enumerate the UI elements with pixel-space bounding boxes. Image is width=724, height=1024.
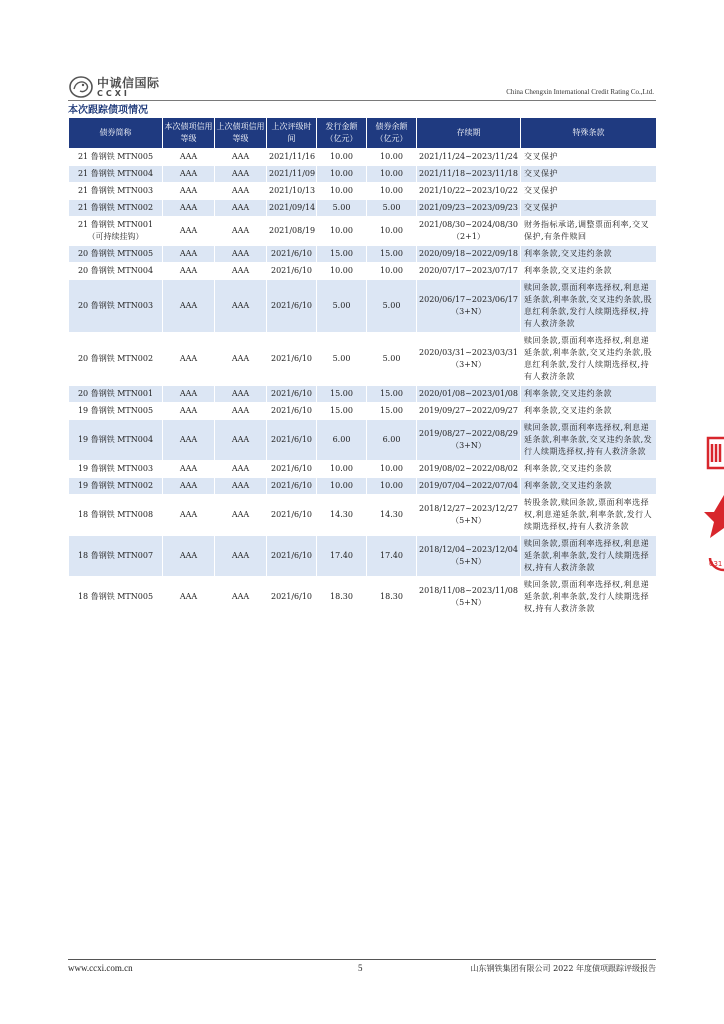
cell-special-terms: 转股条款,赎回条款,票面利率选择权,利息递延条款,利率条款,发行人续期选择权,持有人救济条款 xyxy=(521,495,657,536)
cell-term xyxy=(417,333,521,386)
bond-tracking-table xyxy=(68,117,657,618)
term-dates: 2019/07/04~2022/07/04 xyxy=(419,481,518,490)
table-row xyxy=(69,200,657,217)
cell-issue-amount: 14.30 xyxy=(317,495,367,536)
header-col-bond-name: 债券简称 xyxy=(69,118,163,149)
term-structure: （3+N） xyxy=(451,307,486,316)
cell-balance: 10.00 xyxy=(367,217,417,246)
cell-current-rating: AAA xyxy=(163,246,215,263)
cell-term xyxy=(417,263,521,280)
cell-term xyxy=(417,246,521,263)
cell-bond-name xyxy=(69,183,163,200)
term-structure: （5+N） xyxy=(451,557,486,566)
cell-special-terms: 利率条款,交叉违约条款 xyxy=(521,246,657,263)
cell-previous-rating: AAA xyxy=(215,333,267,386)
header-col-term: 存续期 xyxy=(417,118,521,149)
cell-balance: 15.00 xyxy=(367,246,417,263)
header-col-current-rating: 本次债项信用等级 xyxy=(163,118,215,149)
cell-special-terms: 交叉保护 xyxy=(521,183,657,200)
cell-previous-rating-date: 2021/6/10 xyxy=(267,461,317,478)
table-row xyxy=(69,263,657,280)
cell-current-rating: AAA xyxy=(163,166,215,183)
cell-current-rating: AAA xyxy=(163,333,215,386)
cell-previous-rating: AAA xyxy=(215,166,267,183)
cell-balance: 5.00 xyxy=(367,200,417,217)
cell-bond-name xyxy=(69,333,163,386)
cell-bond-name xyxy=(69,495,163,536)
cell-issue-amount: 10.00 xyxy=(317,149,367,166)
cell-current-rating: AAA xyxy=(163,263,215,280)
footer-website[interactable]: www.ccxi.com.cn xyxy=(68,963,133,973)
term-dates: 2020/09/18~2022/09/18 xyxy=(419,249,518,258)
header-divider xyxy=(68,100,656,101)
cell-term xyxy=(417,280,521,333)
cell-term xyxy=(417,386,521,403)
term-dates: 2019/08/27~2022/08/29 xyxy=(419,429,518,438)
table-row xyxy=(69,420,657,461)
cell-previous-rating-date: 2021/6/10 xyxy=(267,386,317,403)
header-col-special-terms: 特殊条款 xyxy=(521,118,657,149)
cell-previous-rating: AAA xyxy=(215,280,267,333)
cell-bond-name xyxy=(69,536,163,577)
cell-current-rating: AAA xyxy=(163,495,215,536)
cell-previous-rating-date: 2021/6/10 xyxy=(267,420,317,461)
bond-name-text: 19 鲁钢铁 MTN002 xyxy=(77,481,154,490)
cell-balance: 10.00 xyxy=(367,149,417,166)
cell-special-terms: 赎回条款,票面利率选择权,利息递延条款,利率条款,交叉违约条款,股息红利条款,发行人续期选择权,持有人救济条款 xyxy=(521,333,657,386)
cell-bond-name xyxy=(69,166,163,183)
cell-previous-rating: AAA xyxy=(215,386,267,403)
cell-special-terms: 交叉保护 xyxy=(521,200,657,217)
cell-bond-name xyxy=(69,478,163,495)
bond-name-text: 20 鲁钢铁 MTN002 xyxy=(77,354,154,363)
cell-special-terms: 利率条款,交叉违约条款 xyxy=(521,478,657,495)
cell-bond-name xyxy=(69,403,163,420)
cell-previous-rating-date: 2021/6/10 xyxy=(267,333,317,386)
cell-balance: 18.30 xyxy=(367,577,417,618)
cell-previous-rating-date: 2021/11/16 xyxy=(267,149,317,166)
table-row xyxy=(69,403,657,420)
cell-balance: 5.00 xyxy=(367,280,417,333)
term-dates: 2021/08/30~2024/08/30 xyxy=(419,220,518,229)
cell-balance: 14.30 xyxy=(367,495,417,536)
cell-issue-amount: 15.00 xyxy=(317,246,367,263)
term-dates: 2020/01/08~2023/01/08 xyxy=(419,389,518,398)
cell-term xyxy=(417,577,521,618)
cell-term xyxy=(417,149,521,166)
cell-previous-rating: AAA xyxy=(215,403,267,420)
cell-current-rating: AAA xyxy=(163,217,215,246)
bond-name-text: 19 鲁钢铁 MTN004 xyxy=(77,435,154,444)
term-dates: 2020/06/17~2023/06/17 xyxy=(419,295,518,304)
term-structure: （5+N） xyxy=(451,516,486,525)
cell-term xyxy=(417,183,521,200)
cell-current-rating: AAA xyxy=(163,183,215,200)
cell-bond-name xyxy=(69,149,163,166)
cell-balance: 10.00 xyxy=(367,183,417,200)
cell-bond-name xyxy=(69,420,163,461)
cell-previous-rating-date: 2021/6/10 xyxy=(267,495,317,536)
cell-previous-rating-date: 2021/08/19 xyxy=(267,217,317,246)
cell-bond-name xyxy=(69,246,163,263)
footer-divider xyxy=(68,959,656,960)
logo-english-name: CCXI xyxy=(97,88,130,98)
table-row xyxy=(69,461,657,478)
cell-previous-rating-date: 2021/6/10 xyxy=(267,478,317,495)
page-number: 5 xyxy=(358,963,363,973)
bond-name-text: 20 鲁钢铁 MTN004 xyxy=(77,266,154,275)
bond-name-text: 20 鲁钢铁 MTN005 xyxy=(77,249,154,258)
cell-current-rating: AAA xyxy=(163,461,215,478)
cell-issue-amount: 10.00 xyxy=(317,461,367,478)
cell-special-terms: 利率条款,交叉违约条款 xyxy=(521,403,657,420)
term-dates: 2019/08/02~2022/08/02 xyxy=(419,464,518,473)
cell-special-terms: 财务指标承诺,调整票面利率,交叉保护,有条件赎回 xyxy=(521,217,657,246)
cell-issue-amount: 18.30 xyxy=(317,577,367,618)
cell-special-terms: 利率条款,交叉违约条款 xyxy=(521,461,657,478)
cell-special-terms: 赎回条款,票面利率选择权,利息递延条款,利率条款,发行人续期选择权,持有人救济条款 xyxy=(521,577,657,618)
cell-special-terms: 利率条款,交叉违约条款 xyxy=(521,263,657,280)
cell-previous-rating: AAA xyxy=(215,200,267,217)
bond-name-text: 18 鲁钢铁 MTN007 xyxy=(77,551,154,560)
bond-name-text: 19 鲁钢铁 MTN005 xyxy=(77,406,154,415)
cell-previous-rating-date: 2021/11/09 xyxy=(267,166,317,183)
cell-current-rating: AAA xyxy=(163,386,215,403)
cell-previous-rating: AAA xyxy=(215,149,267,166)
cell-bond-name xyxy=(69,217,163,246)
cell-current-rating: AAA xyxy=(163,536,215,577)
cell-balance: 5.00 xyxy=(367,333,417,386)
header-col-issue-amount: 发行金额（亿元） xyxy=(317,118,367,149)
term-dates: 2021/09/23~2023/09/23 xyxy=(419,203,518,212)
cell-previous-rating: AAA xyxy=(215,478,267,495)
cell-special-terms: 交叉保护 xyxy=(521,166,657,183)
ccxi-logo-icon xyxy=(68,75,94,99)
cell-issue-amount: 5.00 xyxy=(317,200,367,217)
term-dates: 2021/11/18~2023/11/18 xyxy=(419,169,518,178)
cell-issue-amount: 10.00 xyxy=(317,263,367,280)
cell-previous-rating: AAA xyxy=(215,183,267,200)
bond-name-text: 18 鲁钢铁 MTN005 xyxy=(77,592,154,601)
cell-special-terms: 赎回条款,票面利率选择权,利息递延条款,利率条款,交叉违约条款,发行人续期选择权,持有人救济条款 xyxy=(521,420,657,461)
cell-issue-amount: 10.00 xyxy=(317,217,367,246)
cell-issue-amount: 10.00 xyxy=(317,166,367,183)
header-col-balance: 债券余额（亿元） xyxy=(367,118,417,149)
seal-stamp-edge xyxy=(700,420,724,590)
ccxi-logo xyxy=(68,74,160,100)
cell-previous-rating: AAA xyxy=(215,420,267,461)
cell-issue-amount: 10.00 xyxy=(317,183,367,200)
cell-issue-amount: 15.00 xyxy=(317,403,367,420)
cell-special-terms: 赎回条款,票面利率选择权,利息递延条款,利率条款,发行人续期选择权,持有人救济条款 xyxy=(521,536,657,577)
cell-previous-rating: AAA xyxy=(215,495,267,536)
term-structure: （5+N） xyxy=(451,598,486,607)
bond-name-text: 21 鲁钢铁 MTN002 xyxy=(77,203,154,212)
cell-current-rating: AAA xyxy=(163,200,215,217)
cell-balance: 10.00 xyxy=(367,478,417,495)
term-dates: 2018/12/27~2023/12/27 xyxy=(419,504,518,513)
table-row xyxy=(69,149,657,166)
table-row xyxy=(69,280,657,333)
cell-bond-name xyxy=(69,200,163,217)
cell-term xyxy=(417,200,521,217)
bond-name-text: 20 鲁钢铁 MTN003 xyxy=(77,301,154,310)
cell-previous-rating: AAA xyxy=(215,263,267,280)
term-dates: 2020/03/31~2023/03/31 xyxy=(419,348,518,357)
table-row xyxy=(69,495,657,536)
cell-previous-rating-date: 2021/6/10 xyxy=(267,280,317,333)
cell-balance: 10.00 xyxy=(367,166,417,183)
term-structure: （3+N） xyxy=(451,360,486,369)
term-dates: 2021/11/24~2023/11/24 xyxy=(419,152,518,161)
cell-previous-rating-date: 2021/6/10 xyxy=(267,536,317,577)
bond-name-text: 21 鲁钢铁 MTN004 xyxy=(77,169,154,178)
svg-text:031: 031 xyxy=(709,560,723,568)
cell-issue-amount: 10.00 xyxy=(317,478,367,495)
cell-previous-rating-date: 2021/6/10 xyxy=(267,246,317,263)
cell-special-terms: 赎回条款,票面利率选择权,利息递延条款,利率条款,交叉违约条款,股息红利条款,发行人续期选择权,持有人救济条款 xyxy=(521,280,657,333)
header-col-previous-rating-date: 上次评级时间 xyxy=(267,118,317,149)
cell-previous-rating-date: 2021/6/10 xyxy=(267,403,317,420)
term-dates: 2020/07/17~2023/07/17 xyxy=(419,266,518,275)
cell-previous-rating-date: 2021/6/10 xyxy=(267,263,317,280)
cell-current-rating: AAA xyxy=(163,478,215,495)
bond-name-note: （可持续挂钩） xyxy=(87,232,144,241)
cell-previous-rating: AAA xyxy=(215,577,267,618)
table-header-row xyxy=(69,118,657,149)
table-row xyxy=(69,217,657,246)
cell-term xyxy=(417,217,521,246)
cell-previous-rating: AAA xyxy=(215,246,267,263)
bond-name-text: 19 鲁钢铁 MTN003 xyxy=(77,464,154,473)
term-structure: （2+1） xyxy=(452,232,485,241)
section-title: 本次跟踪债项情况 xyxy=(68,105,148,116)
bond-name-text: 21 鲁钢铁 MTN001 xyxy=(77,220,154,229)
cell-balance: 10.00 xyxy=(367,263,417,280)
term-dates: 2021/10/22~2023/10/22 xyxy=(419,186,518,195)
header-col-previous-rating: 上次债项信用等级 xyxy=(215,118,267,149)
logo-chinese-name: 中诚信国际 xyxy=(97,75,160,90)
term-dates: 2018/11/08~2023/11/08 xyxy=(419,586,518,595)
cell-bond-name xyxy=(69,263,163,280)
cell-balance: 17.40 xyxy=(367,536,417,577)
cell-special-terms: 交叉保护 xyxy=(521,149,657,166)
cell-term xyxy=(417,461,521,478)
cell-previous-rating-date: 2021/6/10 xyxy=(267,577,317,618)
table-row xyxy=(69,183,657,200)
term-structure: （3+N） xyxy=(451,441,486,450)
cell-current-rating: AAA xyxy=(163,403,215,420)
table-row xyxy=(69,536,657,577)
bond-name-text: 21 鲁钢铁 MTN005 xyxy=(77,152,154,161)
cell-term xyxy=(417,166,521,183)
bond-name-text: 18 鲁钢铁 MTN008 xyxy=(77,510,154,519)
table-row xyxy=(69,478,657,495)
cell-term xyxy=(417,403,521,420)
footer-report-title: 山东钢铁集团有限公司 2022 年度债项跟踪评级报告 xyxy=(470,964,656,973)
table-row xyxy=(69,246,657,263)
bond-name-text: 20 鲁钢铁 MTN001 xyxy=(77,389,154,398)
cell-issue-amount: 17.40 xyxy=(317,536,367,577)
page-header xyxy=(68,74,656,102)
cell-previous-rating-date: 2021/10/13 xyxy=(267,183,317,200)
cell-issue-amount: 6.00 xyxy=(317,420,367,461)
table-row xyxy=(69,386,657,403)
cell-balance: 10.00 xyxy=(367,461,417,478)
table-row xyxy=(69,166,657,183)
cell-term xyxy=(417,495,521,536)
table-row xyxy=(69,333,657,386)
cell-term xyxy=(417,536,521,577)
cell-previous-rating-date: 2021/09/14 xyxy=(267,200,317,217)
cell-term xyxy=(417,420,521,461)
cell-bond-name xyxy=(69,386,163,403)
cell-balance: 15.00 xyxy=(367,403,417,420)
term-dates: 2018/12/04~2023/12/04 xyxy=(419,545,518,554)
cell-previous-rating: AAA xyxy=(215,536,267,577)
cell-current-rating: AAA xyxy=(163,280,215,333)
cell-bond-name xyxy=(69,461,163,478)
term-dates: 2019/09/27~2022/09/27 xyxy=(419,406,518,415)
cell-bond-name xyxy=(69,577,163,618)
bond-name-text: 21 鲁钢铁 MTN003 xyxy=(77,186,154,195)
cell-special-terms: 利率条款,交叉违约条款 xyxy=(521,386,657,403)
company-english-name: China Chengxin International Credit Rating Co.,Ltd. xyxy=(506,88,654,96)
cell-term xyxy=(417,478,521,495)
cell-current-rating: AAA xyxy=(163,577,215,618)
cell-previous-rating: AAA xyxy=(215,461,267,478)
cell-previous-rating: AAA xyxy=(215,217,267,246)
cell-balance: 15.00 xyxy=(367,386,417,403)
cell-current-rating: AAA xyxy=(163,149,215,166)
cell-bond-name xyxy=(69,280,163,333)
cell-balance: 6.00 xyxy=(367,420,417,461)
table-body xyxy=(69,149,657,618)
cell-issue-amount: 15.00 xyxy=(317,386,367,403)
cell-current-rating: AAA xyxy=(163,420,215,461)
cell-issue-amount: 5.00 xyxy=(317,280,367,333)
cell-issue-amount: 5.00 xyxy=(317,333,367,386)
table-row xyxy=(69,577,657,618)
